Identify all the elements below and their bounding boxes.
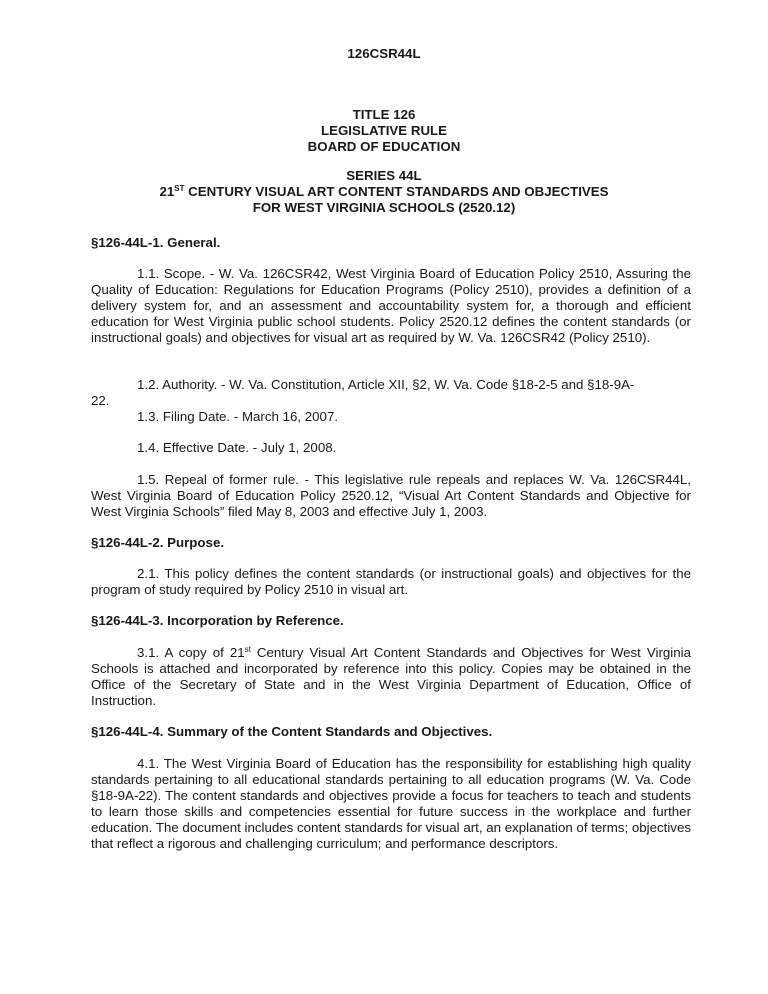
subtitle-rest: CENTURY VISUAL ART CONTENT STANDARDS AND OBJECTIVES: [184, 184, 609, 199]
document-code-header: 126CSR44L: [347, 46, 421, 61]
paragraph-1-4-effective-date: 1.4. Effective Date. - July 1, 2008.: [137, 440, 337, 455]
paragraph-4-1: 4.1. The West Virginia Board of Education has the responsibility for establishing high quality standards pertaining to all educational standards pertaining to all education programs (W. Va. Code §18-9A-22). The content standards and objectives provide a focus for teachers to teach and students to learn those skills and competencies essential for future success in the workplace and further education. The document includes content standards for visual art, an explanation of terms; objectives that reflect a rigorous and challenging curriculum; and performance descriptors.: [91, 756, 691, 851]
p3-1-superscript: st: [244, 645, 251, 654]
paragraph-3-1: [91, 645, 691, 709]
p3-1-rest: Century Visual Art Content Standards and Objectives for West Virginia Schools is attached and incorporated by reference into this policy. Copies may be obtained in the Office of the Secretary of State and in the West Virginia Department of Education, Office of Instruction.: [91, 645, 691, 708]
title-block: [0, 107, 768, 155]
series-label: SERIES 44L: [346, 168, 422, 183]
paragraph-1-3-filing-date: 1.3. Filing Date. - March 16, 2007.: [137, 409, 339, 424]
section-heading-incorporation: §126-44L-3. Incorporation by Reference.: [91, 613, 344, 628]
section-heading-summary: §126-44L-4. Summary of the Content Standards and Objectives.: [91, 724, 493, 739]
section-heading-purpose: §126-44L-2. Purpose.: [91, 535, 225, 550]
subtitle-prefix: 21: [159, 184, 175, 199]
paragraph-1-2-continuation: 22.: [91, 393, 110, 408]
title-line: LEGISLATIVE RULE: [320, 123, 448, 138]
title-line: TITLE 126: [352, 107, 416, 122]
paragraph-2-1: 2.1. This policy defines the content standards (or instructional goals) and objectives for the program of study required by Policy 2510 in visual art.: [91, 566, 691, 597]
subtitle-superscript: ST: [174, 184, 185, 193]
paragraph-1-5-repeal: 1.5. Repeal of former rule. - This legislative rule repeals and replaces W. Va. 126CSR44L, West Virginia Board of Education Policy 2520.12, “Visual Art Content Standards and Objective for West Virginia Schools” filed May 8, 2003 and effective July 1, 2003.: [91, 472, 691, 519]
section-heading-general: §126-44L-1. General.: [91, 235, 221, 250]
series-block: [0, 168, 768, 216]
title-line: BOARD OF EDUCATION: [307, 139, 461, 154]
series-subtitle-line2: FOR WEST VIRGINIA SCHOOLS (2520.12): [252, 200, 516, 215]
paragraph-1-1-scope: 1.1. Scope. - W. Va. 126CSR42, West Virginia Board of Education Policy 2510, Assuring the Quality of Education: Regulations for Education Programs (Policy 2510), provides a definition of a delivery system for, and an assessment and accountability system for, a thorough and efficient education for West Virginia public school students. Policy 2520.12 defines the content standards (or instructional goals) and objectives for visual art as required by W. Va. 126CSR42 (Policy 2510).: [91, 266, 691, 345]
p3-1-prefix: 3.1. A copy of 21: [137, 645, 245, 660]
series-subtitle: [0, 184, 768, 200]
paragraph-1-2-authority: 1.2. Authority. - W. Va. Constitution, Article XII, §2, W. Va. Code §18-2-5 and §18-9A-: [137, 377, 635, 392]
